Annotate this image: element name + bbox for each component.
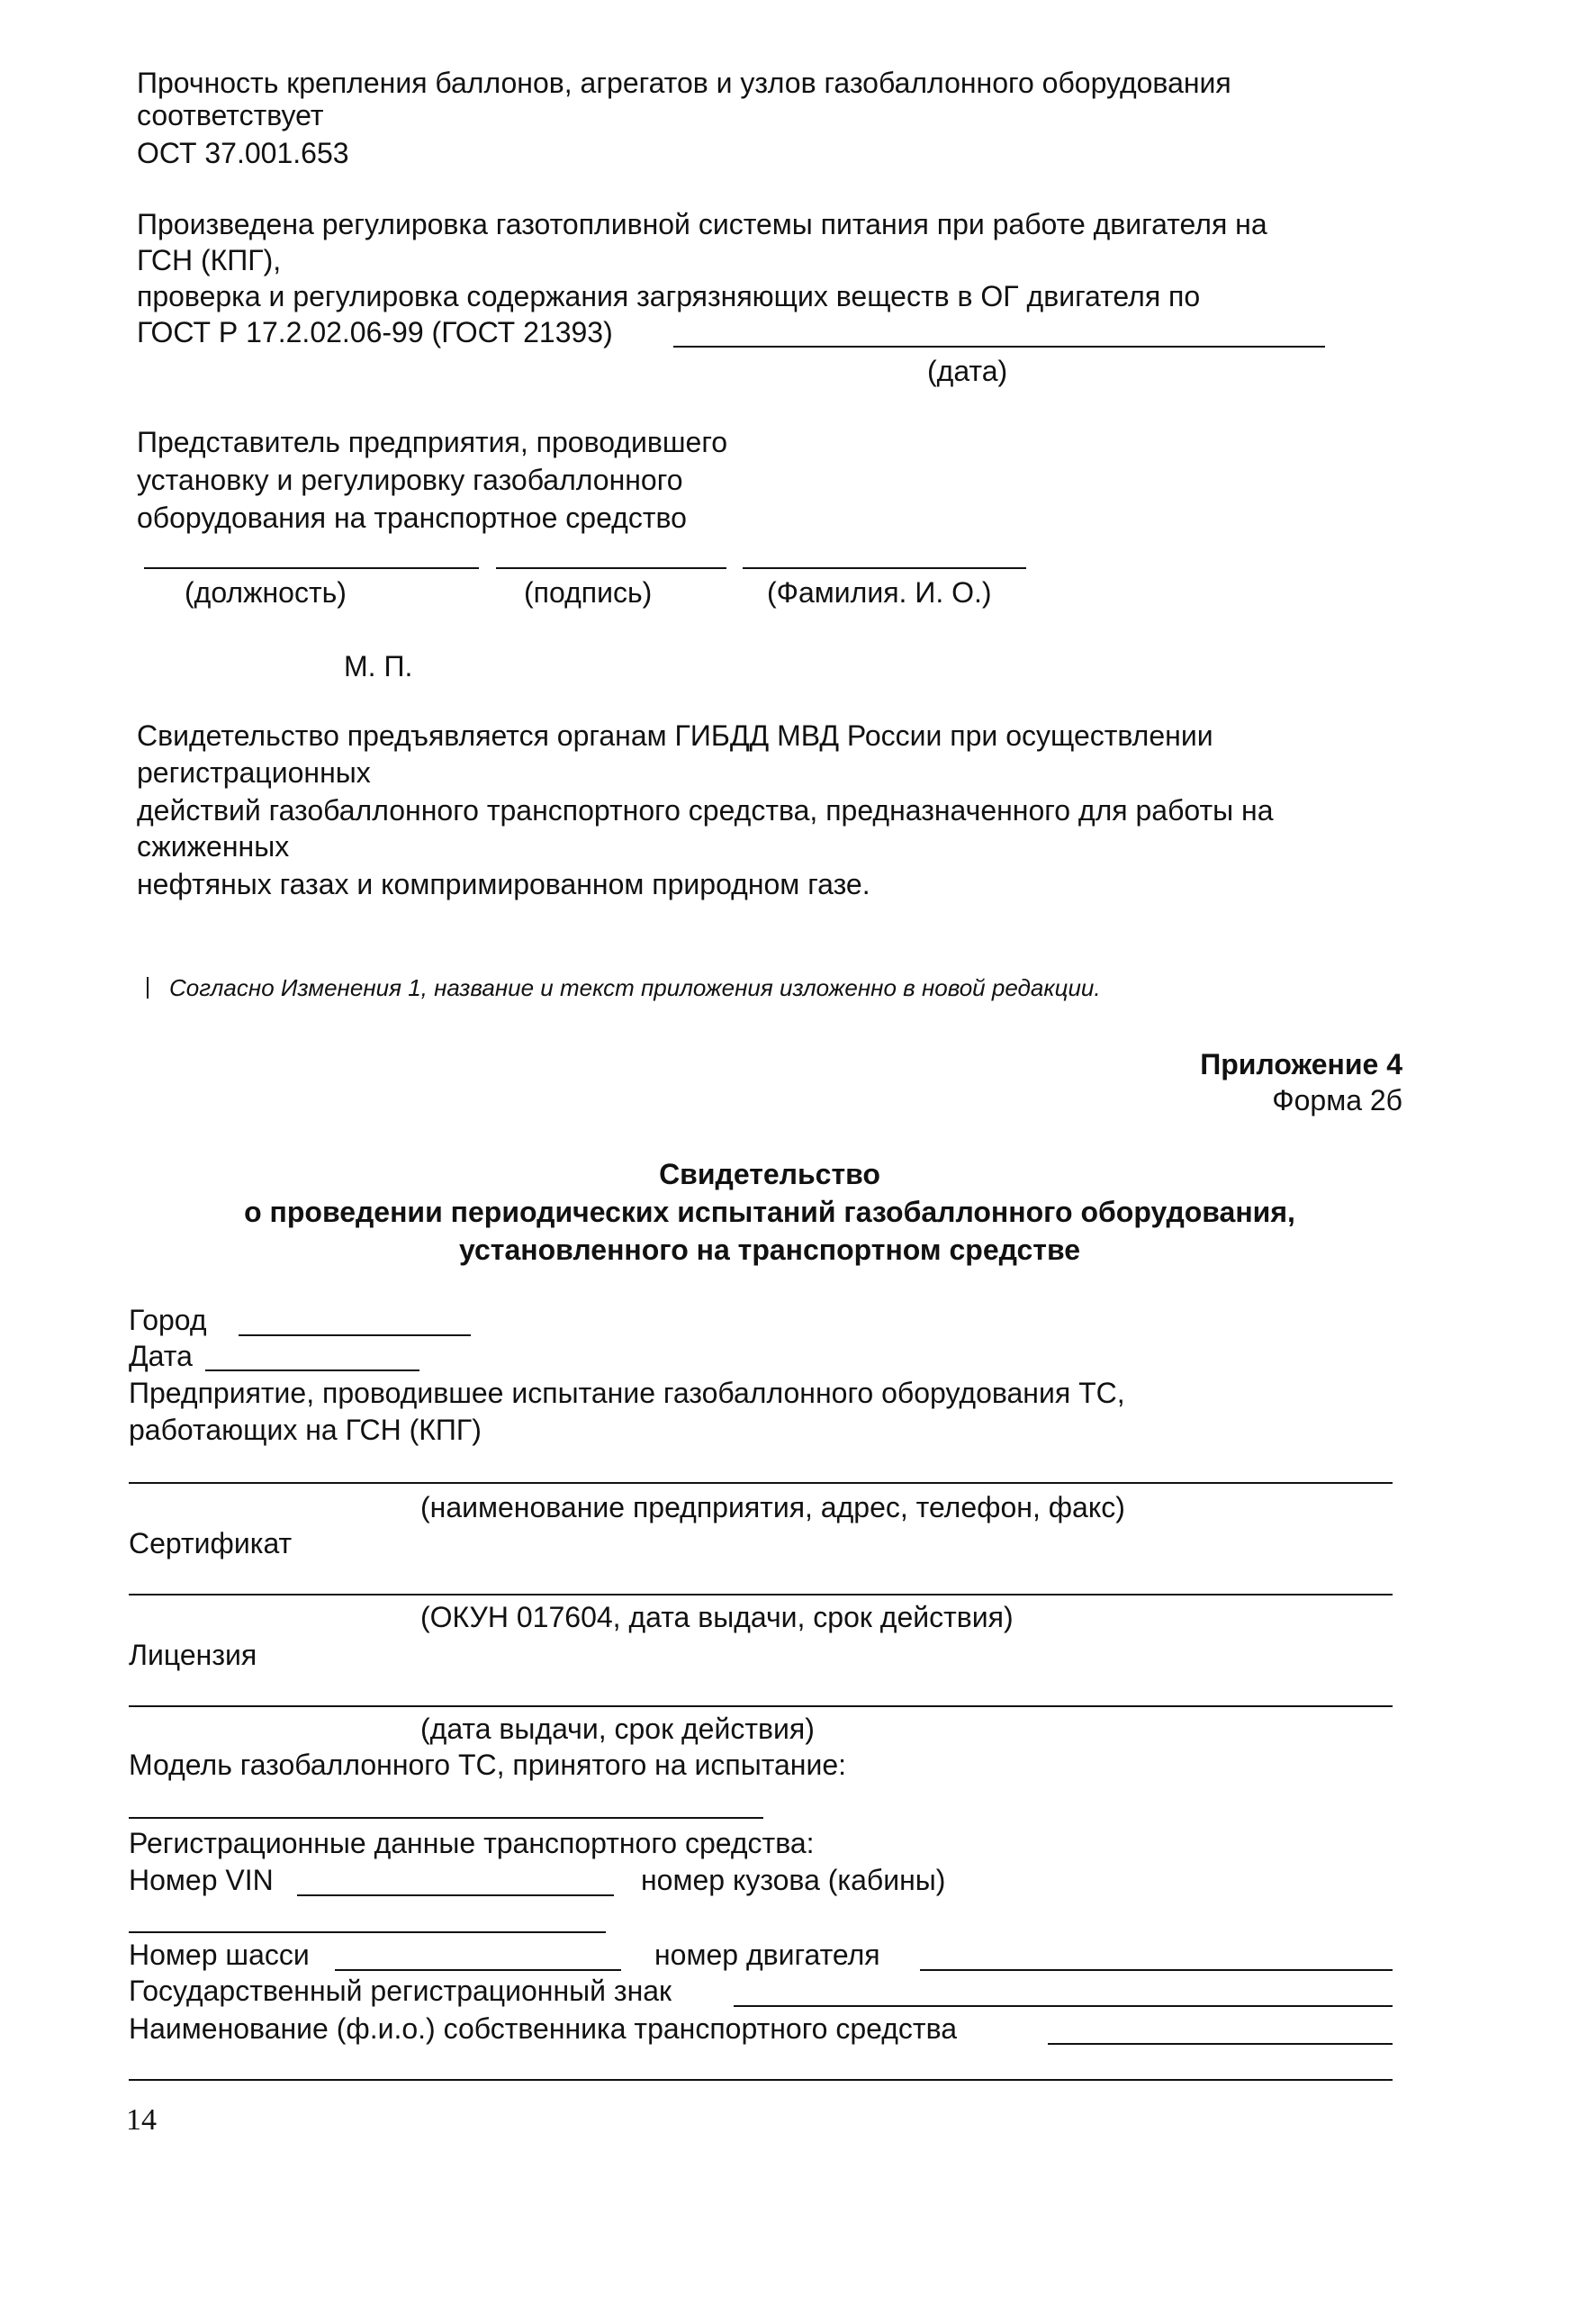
- signature-blank-line: [496, 567, 726, 569]
- appendix-title: Приложение 4: [1200, 1048, 1402, 1080]
- certificate-caption: (ОКУН 017604, дата выдачи, срок действия): [420, 1601, 1014, 1633]
- present-line-1: Свидетельство предъявляется органам ГИБДД МВД России при осуществлении: [137, 719, 1213, 752]
- chassis-label: Номер шасси: [129, 1939, 310, 1971]
- enterprise-line-2: работающих на ГСН (КПГ): [129, 1414, 482, 1446]
- enterprise-line-1: Предприятие, проводившее испытание газобаллонного оборудования ТС,: [129, 1377, 1125, 1409]
- present-line-5: нефтяных газах и компримированном природном газе.: [137, 868, 870, 900]
- certificate-subtitle-1: о проведении периодических испытаний газобаллонного оборудования,: [244, 1196, 1295, 1228]
- present-line-2: регистрационных: [137, 756, 371, 789]
- name-caption: (Фамилия. И. О.): [767, 576, 992, 609]
- enterprise-blank-line: [129, 1482, 1393, 1484]
- name-blank-line: [743, 567, 1026, 569]
- rep-line-1: Представитель предприятия, проводившего: [137, 426, 728, 458]
- reg-data-label: Регистрационные данные транспортного средства:: [129, 1827, 815, 1859]
- present-line-3: действий газобаллонного транспортного средства, предназначенного для работы на: [137, 794, 1274, 827]
- state-plate-blank-line: [734, 2005, 1393, 2007]
- city-label: Город: [129, 1304, 207, 1336]
- amendment-note: Согласно Изменения 1, название и текст приложения изложенно в новой редакции.: [169, 974, 1101, 1001]
- certificate-subtitle-2: установленного на транспортном средстве: [458, 1234, 1081, 1266]
- license-blank-line: [129, 1705, 1393, 1707]
- rep-line-3: оборудования на транспортное средство: [137, 502, 687, 534]
- engine-blank-line: [920, 1969, 1393, 1971]
- signature-caption: (подпись): [524, 576, 653, 609]
- license-label: Лицензия: [129, 1639, 257, 1671]
- owner-label: Наименование (ф.и.о.) собственника транспортного средства: [129, 2012, 957, 2045]
- amendment-bar: [147, 977, 149, 999]
- certificate-label: Сертификат: [129, 1527, 293, 1559]
- adjust-line-1: Произведена регулировка газотопливной системы питания при работе двигателя на: [137, 208, 1267, 240]
- date-label: Дата: [129, 1340, 193, 1372]
- certificate-blank-line: [129, 1594, 1393, 1595]
- page-number: 14: [126, 2103, 157, 2137]
- strength-line-1: Прочность крепления баллонов, агрегатов и узлов газобаллонного оборудования: [137, 67, 1231, 99]
- body-number-label: номер кузова (кабины): [641, 1864, 946, 1896]
- owner-extra-line: [129, 2079, 1393, 2081]
- date-field-line: [205, 1369, 419, 1371]
- city-blank-line: [239, 1334, 471, 1336]
- strength-line-3: ОСТ 37.001.653: [137, 137, 349, 169]
- date-blank-line: [673, 346, 1325, 348]
- adjust-line-4: ГОСТ Р 17.2.02.06-99 (ГОСТ 21393): [137, 316, 613, 348]
- position-blank-line: [144, 567, 479, 569]
- strength-line-2: соответствует: [137, 99, 324, 131]
- certificate-title: Свидетельство: [659, 1158, 880, 1190]
- body-number-blank-line: [129, 1931, 606, 1933]
- owner-blank-line: [1048, 2043, 1393, 2045]
- model-blank-line: [129, 1817, 763, 1819]
- stamp-place: М. П.: [344, 650, 413, 682]
- present-line-4: сжиженных: [137, 830, 290, 863]
- vin-blank-line: [297, 1894, 614, 1896]
- date-caption: (дата): [927, 355, 1008, 387]
- adjust-line-2: ГСН (КПГ),: [137, 244, 282, 276]
- license-caption: (дата выдачи, срок действия): [420, 1713, 815, 1745]
- chassis-blank-line: [335, 1969, 621, 1971]
- position-caption: (должность): [185, 576, 347, 609]
- rep-line-2: установку и регулировку газобаллонного: [137, 464, 683, 496]
- adjust-line-3: проверка и регулировка содержания загрязняющих веществ в ОГ двигателя по: [137, 280, 1201, 312]
- model-label: Модель газобаллонного ТС, принятого на испытание:: [129, 1749, 847, 1781]
- engine-label: номер двигателя: [654, 1939, 880, 1971]
- vin-label: Номер VIN: [129, 1864, 274, 1896]
- enterprise-caption: (наименование предприятия, адрес, телефон, факс): [420, 1491, 1125, 1523]
- form-number: Форма 2б: [1272, 1084, 1402, 1116]
- state-plate-label: Государственный регистрационный знак: [129, 1975, 672, 2007]
